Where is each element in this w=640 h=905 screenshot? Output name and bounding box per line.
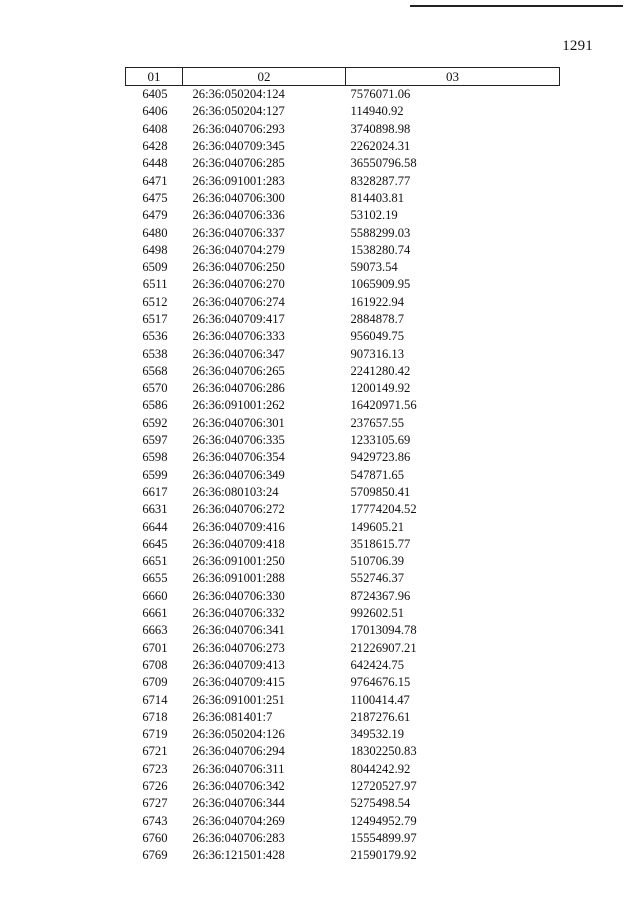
table-row bbox=[126, 605, 560, 622]
amount-cell: 1200149.92 bbox=[350, 381, 411, 396]
table-row bbox=[126, 743, 560, 760]
row-number-cell: 6743 bbox=[142, 813, 168, 828]
row-number-cell: 6512 bbox=[142, 294, 168, 309]
table-row bbox=[126, 224, 560, 241]
amount-cell: 2241280.42 bbox=[350, 363, 411, 378]
table-header bbox=[126, 68, 560, 86]
row-number-cell: 6597 bbox=[142, 433, 168, 448]
amount-cell: 3740898.98 bbox=[350, 121, 411, 136]
row-number-cell: 6631 bbox=[142, 502, 168, 517]
cadastral-number-cell: 26:36:040704:279 bbox=[192, 242, 285, 257]
row-number-cell: 6709 bbox=[142, 675, 168, 690]
cadastral-number-cell: 26:36:040706:285 bbox=[192, 156, 285, 171]
amount-cell: 907316.13 bbox=[350, 346, 405, 361]
cadastral-number-cell: 26:36:040706:336 bbox=[192, 208, 285, 223]
table-row bbox=[126, 588, 560, 605]
cadastral-number-cell: 26:36:040706:332 bbox=[192, 606, 285, 621]
cadastral-number-cell: 26:36:040706:274 bbox=[192, 294, 285, 309]
amount-cell: 17774204.52 bbox=[350, 502, 417, 517]
cadastral-number-cell: 26:36:091001:288 bbox=[192, 571, 285, 586]
table-row bbox=[126, 622, 560, 639]
table-row bbox=[126, 484, 560, 501]
amount-cell: 12720527.97 bbox=[350, 779, 417, 794]
header-row bbox=[126, 68, 560, 86]
row-number-cell: 6660 bbox=[142, 588, 168, 603]
cadastral-number-cell: 26:36:040706:300 bbox=[192, 190, 285, 205]
amount-cell: 9429723.86 bbox=[350, 450, 411, 465]
row-number-cell: 6760 bbox=[142, 830, 168, 845]
amount-cell: 53102.19 bbox=[350, 208, 398, 223]
header-cell-03: 03 bbox=[346, 68, 560, 86]
table-row bbox=[126, 397, 560, 414]
cadastral-number-cell: 26:36:040706:301 bbox=[192, 415, 285, 430]
row-number-cell: 6511 bbox=[142, 277, 168, 292]
amount-cell: 114940.92 bbox=[350, 104, 404, 119]
amount-cell: 2262024.31 bbox=[350, 139, 411, 154]
amount-cell: 21226907.21 bbox=[350, 640, 417, 655]
amount-cell: 9764676.15 bbox=[350, 675, 411, 690]
amount-cell: 547871.65 bbox=[350, 467, 405, 482]
table-row bbox=[126, 501, 560, 518]
row-number-cell: 6599 bbox=[142, 467, 168, 482]
row-number-cell: 6708 bbox=[142, 657, 168, 672]
table-row bbox=[126, 311, 560, 328]
cadastral-number-cell: 26:36:040709:415 bbox=[192, 675, 285, 690]
amount-cell: 642424.75 bbox=[350, 657, 405, 672]
amount-cell: 59073.54 bbox=[350, 260, 398, 275]
amount-cell: 237657.55 bbox=[350, 415, 405, 430]
table-row bbox=[126, 847, 560, 864]
amount-cell: 7576071.06 bbox=[350, 87, 411, 102]
table-row bbox=[126, 467, 560, 484]
cadastral-number-cell: 26:36:050204:126 bbox=[192, 727, 285, 742]
cadastral-number-cell: 26:36:040709:416 bbox=[192, 519, 285, 534]
table-row bbox=[126, 242, 560, 259]
table-row bbox=[126, 536, 560, 553]
cadastral-number-cell: 26:36:040706:270 bbox=[192, 277, 285, 292]
table-row bbox=[126, 812, 560, 829]
table-row bbox=[126, 155, 560, 172]
amount-cell: 1100414.47 bbox=[350, 692, 410, 707]
cadastral-number-cell: 26:36:091001:250 bbox=[192, 554, 285, 569]
amount-cell: 8044242.92 bbox=[350, 761, 411, 776]
table-row bbox=[126, 674, 560, 691]
table-row bbox=[126, 345, 560, 362]
row-number-cell: 6570 bbox=[142, 381, 168, 396]
page-number: 1291 bbox=[562, 38, 593, 54]
table-row bbox=[126, 432, 560, 449]
row-number-cell: 6721 bbox=[142, 744, 168, 759]
table-row bbox=[126, 709, 560, 726]
cadastral-number-cell: 26:36:040706:286 bbox=[192, 381, 285, 396]
amount-cell: 17013094.78 bbox=[350, 623, 417, 638]
table-row bbox=[126, 276, 560, 293]
table-row bbox=[126, 172, 560, 189]
amount-cell: 510706.39 bbox=[350, 554, 405, 569]
cadastral-number-cell: 26:36:040704:269 bbox=[192, 813, 285, 828]
row-number-cell: 6406 bbox=[142, 104, 168, 119]
amount-cell: 36550796.58 bbox=[350, 156, 417, 171]
amount-cell: 2187276.61 bbox=[350, 709, 411, 724]
cadastral-number-cell: 26:36:040706:272 bbox=[192, 502, 285, 517]
table-row bbox=[126, 86, 560, 104]
cadastral-number-cell: 26:36:050204:124 bbox=[192, 87, 285, 102]
row-number-cell: 6586 bbox=[142, 398, 168, 413]
amount-cell: 992602.51 bbox=[350, 606, 405, 621]
row-number-cell: 6655 bbox=[142, 571, 168, 586]
row-number-cell: 6538 bbox=[142, 346, 168, 361]
cadastral-number-cell: 26:36:040706:293 bbox=[192, 121, 285, 136]
amount-cell: 8328287.77 bbox=[350, 173, 411, 188]
cadastral-number-cell: 26:36:040709:413 bbox=[192, 657, 285, 672]
row-number-cell: 6479 bbox=[142, 208, 168, 223]
cadastral-number-cell: 26:36:040706:349 bbox=[192, 467, 285, 482]
row-number-cell: 6480 bbox=[142, 225, 168, 240]
cadastral-number-cell: 26:36:040706:294 bbox=[192, 744, 285, 759]
row-number-cell: 6408 bbox=[142, 121, 168, 136]
row-number-cell: 6663 bbox=[142, 623, 168, 638]
cadastral-number-cell: 26:36:040706:354 bbox=[192, 450, 285, 465]
amount-cell: 5709850.41 bbox=[350, 484, 411, 499]
table-row bbox=[126, 259, 560, 276]
amount-cell: 8724367.96 bbox=[350, 588, 411, 603]
header-cell-02: 02 bbox=[183, 68, 346, 86]
row-number-cell: 6471 bbox=[142, 173, 168, 188]
row-number-cell: 6592 bbox=[142, 415, 168, 430]
row-number-cell: 6723 bbox=[142, 761, 168, 776]
cadastral-number-cell: 26:36:050204:127 bbox=[192, 104, 285, 119]
cadastral-number-cell: 26:36:040706:337 bbox=[192, 225, 285, 240]
table-row bbox=[126, 657, 560, 674]
amount-cell: 149605.21 bbox=[350, 519, 405, 534]
table-row bbox=[126, 518, 560, 535]
amount-cell: 5588299.03 bbox=[350, 225, 411, 240]
amount-cell: 3518615.77 bbox=[350, 536, 411, 551]
table-row bbox=[126, 570, 560, 587]
cadastral-number-cell: 26:36:040706:283 bbox=[192, 830, 285, 845]
row-number-cell: 6517 bbox=[142, 312, 168, 326]
table-row bbox=[126, 449, 560, 466]
row-number-cell: 6701 bbox=[142, 640, 168, 655]
cadastral-number-cell: 26:36:040706:342 bbox=[192, 779, 285, 794]
cadastral-number-cell: 26:36:121501:428 bbox=[192, 848, 285, 863]
cadastral-number-cell: 26:36:040706:335 bbox=[192, 433, 285, 448]
cadastral-number-cell: 26:36:080103:24 bbox=[192, 484, 279, 499]
table-row bbox=[126, 778, 560, 795]
amount-cell: 956049.75 bbox=[350, 329, 405, 344]
table-row bbox=[126, 207, 560, 224]
cadastral-number-cell: 26:36:040706:344 bbox=[192, 796, 285, 811]
amount-cell: 1538280.74 bbox=[350, 242, 411, 257]
table-row bbox=[126, 363, 560, 380]
cadastral-number-cell: 26:36:040706:311 bbox=[192, 761, 285, 776]
row-number-cell: 6645 bbox=[142, 536, 168, 551]
row-number-cell: 6475 bbox=[142, 190, 168, 205]
amount-cell: 21590179.92 bbox=[350, 848, 417, 863]
row-number-cell: 6769 bbox=[142, 848, 168, 863]
amount-cell: 18302250.83 bbox=[350, 744, 417, 759]
amount-cell: 5275498.54 bbox=[350, 796, 411, 811]
cadastral-number-cell: 26:36:091001:251 bbox=[192, 692, 285, 707]
table-row bbox=[126, 640, 560, 657]
amount-cell: 12494952.79 bbox=[350, 813, 417, 828]
cadastral-number-cell: 26:36:040709:418 bbox=[192, 536, 285, 551]
row-number-cell: 6498 bbox=[142, 242, 168, 257]
table-row bbox=[126, 380, 560, 397]
amount-cell: 161922.94 bbox=[350, 294, 405, 309]
table-row bbox=[126, 415, 560, 432]
amount-cell: 16420971.56 bbox=[350, 398, 417, 413]
row-number-cell: 6536 bbox=[142, 329, 168, 344]
data-table-container bbox=[125, 67, 559, 864]
cadastral-number-cell: 26:36:040706:330 bbox=[192, 588, 285, 603]
cadastral-number-cell: 26:36:040709:417 bbox=[192, 312, 285, 326]
row-number-cell: 6644 bbox=[142, 519, 168, 534]
row-number-cell: 6448 bbox=[142, 156, 168, 171]
row-number-cell: 6568 bbox=[142, 363, 168, 378]
cadastral-number-cell: 26:36:081401:7 bbox=[192, 709, 273, 724]
row-number-cell: 6428 bbox=[142, 139, 168, 154]
table-row bbox=[126, 795, 560, 812]
row-number-cell: 6651 bbox=[142, 554, 168, 569]
table-row bbox=[126, 328, 560, 345]
row-number-cell: 6719 bbox=[142, 727, 168, 742]
table-row bbox=[126, 103, 560, 120]
row-number-cell: 6405 bbox=[142, 87, 168, 102]
cadastral-number-cell: 26:36:091001:262 bbox=[192, 398, 285, 413]
row-number-cell: 6727 bbox=[142, 796, 168, 811]
table-row bbox=[126, 138, 560, 155]
row-number-cell: 6661 bbox=[142, 606, 168, 621]
row-number-cell: 6509 bbox=[142, 260, 168, 275]
table-row bbox=[126, 761, 560, 778]
amount-cell: 1065909.95 bbox=[350, 277, 411, 292]
table-row bbox=[126, 691, 560, 708]
cadastral-number-cell: 26:36:040706:273 bbox=[192, 640, 285, 655]
table-row bbox=[126, 121, 560, 138]
table-row bbox=[126, 830, 560, 847]
cadastral-number-cell: 26:36:040706:347 bbox=[192, 346, 285, 361]
row-number-cell: 6714 bbox=[142, 692, 168, 707]
table-row bbox=[126, 726, 560, 743]
header-cell-01: 01 bbox=[126, 68, 183, 86]
amount-cell: 2884878.7 bbox=[350, 312, 405, 326]
table-row bbox=[126, 294, 560, 311]
cadastral-number-cell: 26:36:040706:265 bbox=[192, 363, 285, 378]
row-number-cell: 6598 bbox=[142, 450, 168, 465]
cadastral-number-cell: 26:36:040706:250 bbox=[192, 260, 285, 275]
top-rule bbox=[410, 5, 623, 7]
table-row bbox=[126, 190, 560, 207]
row-number-cell: 6726 bbox=[142, 779, 168, 794]
amount-cell: 814403.81 bbox=[350, 190, 405, 205]
row-number-cell: 6617 bbox=[142, 484, 168, 499]
table-row bbox=[126, 553, 560, 570]
amount-cell: 1233105.69 bbox=[350, 433, 411, 448]
amount-cell: 15554899.97 bbox=[350, 830, 417, 845]
cadastral-number-cell: 26:36:040706:333 bbox=[192, 329, 285, 344]
cadastral-number-cell: 26:36:091001:283 bbox=[192, 173, 285, 188]
cadastral-number-cell: 26:36:040709:345 bbox=[192, 139, 285, 154]
table-body bbox=[126, 86, 560, 865]
cadastral-number-cell: 26:36:040706:341 bbox=[192, 623, 285, 638]
amount-cell: 552746.37 bbox=[350, 571, 405, 586]
data-table bbox=[125, 67, 560, 864]
amount-cell: 349532.19 bbox=[350, 727, 405, 742]
row-number-cell: 6718 bbox=[142, 709, 168, 724]
